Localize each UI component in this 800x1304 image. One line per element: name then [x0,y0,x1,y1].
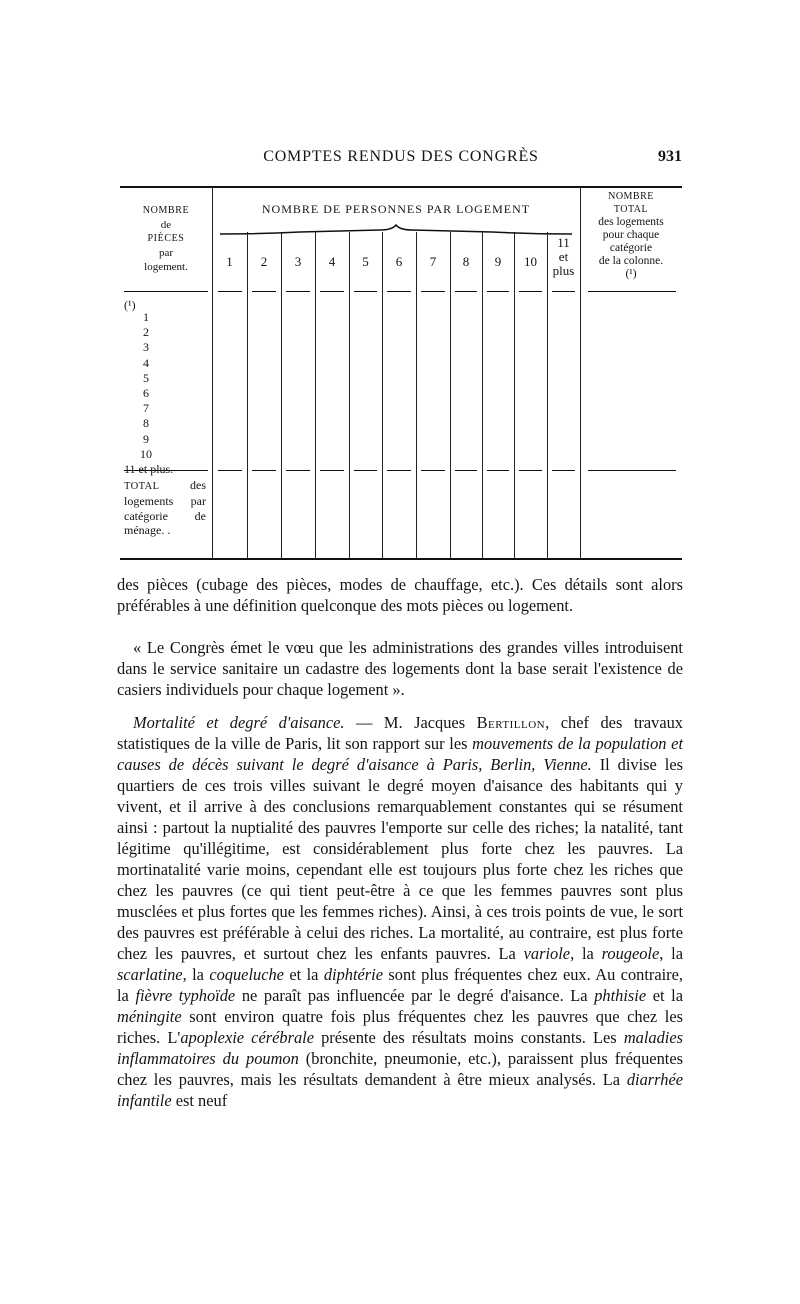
separator-dash [252,291,276,292]
pieces-row-11-plus: 11 et plus. [124,462,174,477]
column-divider [247,232,248,558]
separator-dash [387,291,411,292]
column-divider [281,232,282,558]
col-number-10: 10 [524,254,537,269]
separator-dash [354,291,377,292]
column-divider [416,232,417,558]
separator-dash [588,470,676,471]
col-number-3: 3 [294,254,302,269]
separator-dash [487,291,509,292]
header-persons-title: NOMBRE DE PERSONNES PAR LOGEMENT [261,202,531,216]
separator-dash [354,470,377,471]
separator-dash [320,470,344,471]
paragraph-2: « Le Congrès émet le vœu que les administrations des grandes villes introduisent dans le service sanitaire un cadastre des logements dont la base serait l'existence de casiers individuels pour chaque logement ». [117,638,683,699]
page-number: 931 [658,148,682,165]
column-divider [482,232,483,558]
header-total-line1: NOMBRE [608,191,654,202]
col-11-line1: 11 [557,235,570,250]
separator-dash [421,291,445,292]
separator-dash [286,291,310,292]
column-divider [514,232,515,558]
header-pieces-line5: logement. [144,261,188,273]
pieces-row-7: 7 [143,401,149,416]
separator-dash [218,291,242,292]
column-divider [315,232,316,558]
col-number-9: 9 [494,254,502,269]
housing-table [120,186,682,560]
col-number-11-plus [547,236,580,278]
header-pieces-line1: NOMBRE [142,205,190,216]
separator-dash [552,291,575,292]
col-number-1: 1 [226,254,233,269]
separator-dash [487,470,509,471]
column-divider [450,232,451,558]
pieces-list [120,298,212,477]
paragraph-1: des pièces (cubage des pièces, modes de chauffage, etc.). Ces détails sont alors préférables à une définition quelconque des mots pièces ou logement. [117,575,683,615]
separator-dash [320,291,344,292]
col-number-7: 7 [429,254,437,269]
separator-dash [286,470,310,471]
header-pieces-line4: par [158,247,174,259]
col-11-line3: plus [552,263,575,278]
separator-dash [588,291,676,292]
header-total [580,190,682,281]
separator-dash [421,470,445,471]
total-row-label [124,478,206,538]
pieces-row-1: 1 [143,310,149,324]
pieces-row-6: 6 [143,386,149,401]
pieces-row-10: 10 [140,446,152,461]
col-number-6: 6 [395,254,403,269]
total-row-word: TOTAL [124,481,160,492]
column-divider [547,232,548,558]
separator-dash [387,470,411,471]
pieces-row-9: 9 [143,431,149,446]
pieces-note: (¹) [124,298,136,312]
separator-dash [552,470,575,471]
col-11-line2: et [558,249,569,264]
header-total-note: (¹) [625,268,637,280]
separator-dash [455,470,477,471]
pieces-row-5: 5 [143,370,149,385]
header-total-line3: des logements [598,216,664,228]
col-number-2: 2 [260,254,268,269]
page-header [120,148,682,172]
col-number-8: 8 [462,254,470,269]
col-number-4: 4 [328,254,336,269]
pieces-row-8: 8 [143,416,149,431]
header-brace [220,224,572,236]
separator-dash [218,470,242,471]
paragraph-3: Mortalité et degré d'aisance. — M. Jacques Bertillon, chef des travaux statistiques de la ville de Paris, lit son rapport sur les mouvements de la population et causes de décès suivant le degré d'aisance à Paris, Berlin, Vienne. Il divise les quartiers de ces trois villes suivant le degré moyen d'aisance des habitants qui y vivent, et il arrive à des conclusions remarquablement constantes qui se résument ainsi : partout la nuptialité des pauvres l'emporte sur celle des riches; la natalité, tant légitime qu'illégitime, est considérablement plus forte chez les pauvres. La mortinatalité varie moins, cependant elle est toujours plus forte chez les riches que chez les pauvres (ce qui tient peut-être à ce que les femmes pauvres sont plus musclées et plus fortes que les femmes riches). Ainsi, à ces trois points de vue, le sort des pauvres est préférable à celui des riches. La mortalité, au contraire, est plus forte chez les pauvres, et surtout chez les enfants pauvres. La variole, la rougeole, la scarlatine, la coqueluche et la diphtérie sont plus fréquentes chez eux. Au contraire, la fièvre typhoïde ne paraît pas influencée par le degré d'aisance. La phthisie et la méningite sont environ quatre fois plus fréquentes chez les pauvres que chez les riches. L'apoplexie cérébrale présente des résultats moins constants. Les maladies inflammatoires du poumon (bronchite, pneumonie, etc.), paraissent plus fréquentes chez les pauvres, mais les résultats demandent à être mieux analysés. La diarrhée infantile est neuf [117,713,684,1110]
pieces-row-4: 4 [143,355,149,370]
header-pieces-line3: PIÈCES [147,233,185,244]
separator-dash [124,470,208,471]
header-total-line6: de la colonne. [598,255,664,267]
separator-dash [124,291,208,292]
pieces-row-2: 2 [143,325,149,340]
column-divider [382,232,383,558]
separator-dash [252,470,276,471]
pieces-row-3: 3 [143,340,149,355]
header-pieces-line2: de [160,219,172,231]
separator-dash [519,291,542,292]
section-heading: Mortalité et degré d'aisance. [133,713,345,732]
separator-dash [455,291,477,292]
col-number-5: 5 [362,254,369,269]
header-pieces [120,204,212,274]
running-title: COMPTES RENDUS DES CONGRÈS [263,148,539,165]
header-total-line5: catégorie [609,242,653,254]
separator-dash [519,470,542,471]
header-total-line2: TOTAL [613,204,649,215]
author-name: Bertillon [476,713,546,732]
header-total-line4: pour chaque [602,229,660,241]
column-divider [349,232,350,558]
total-row-rest: des logements par catégorie de ménage. . [124,478,206,538]
column-divider [212,188,213,558]
